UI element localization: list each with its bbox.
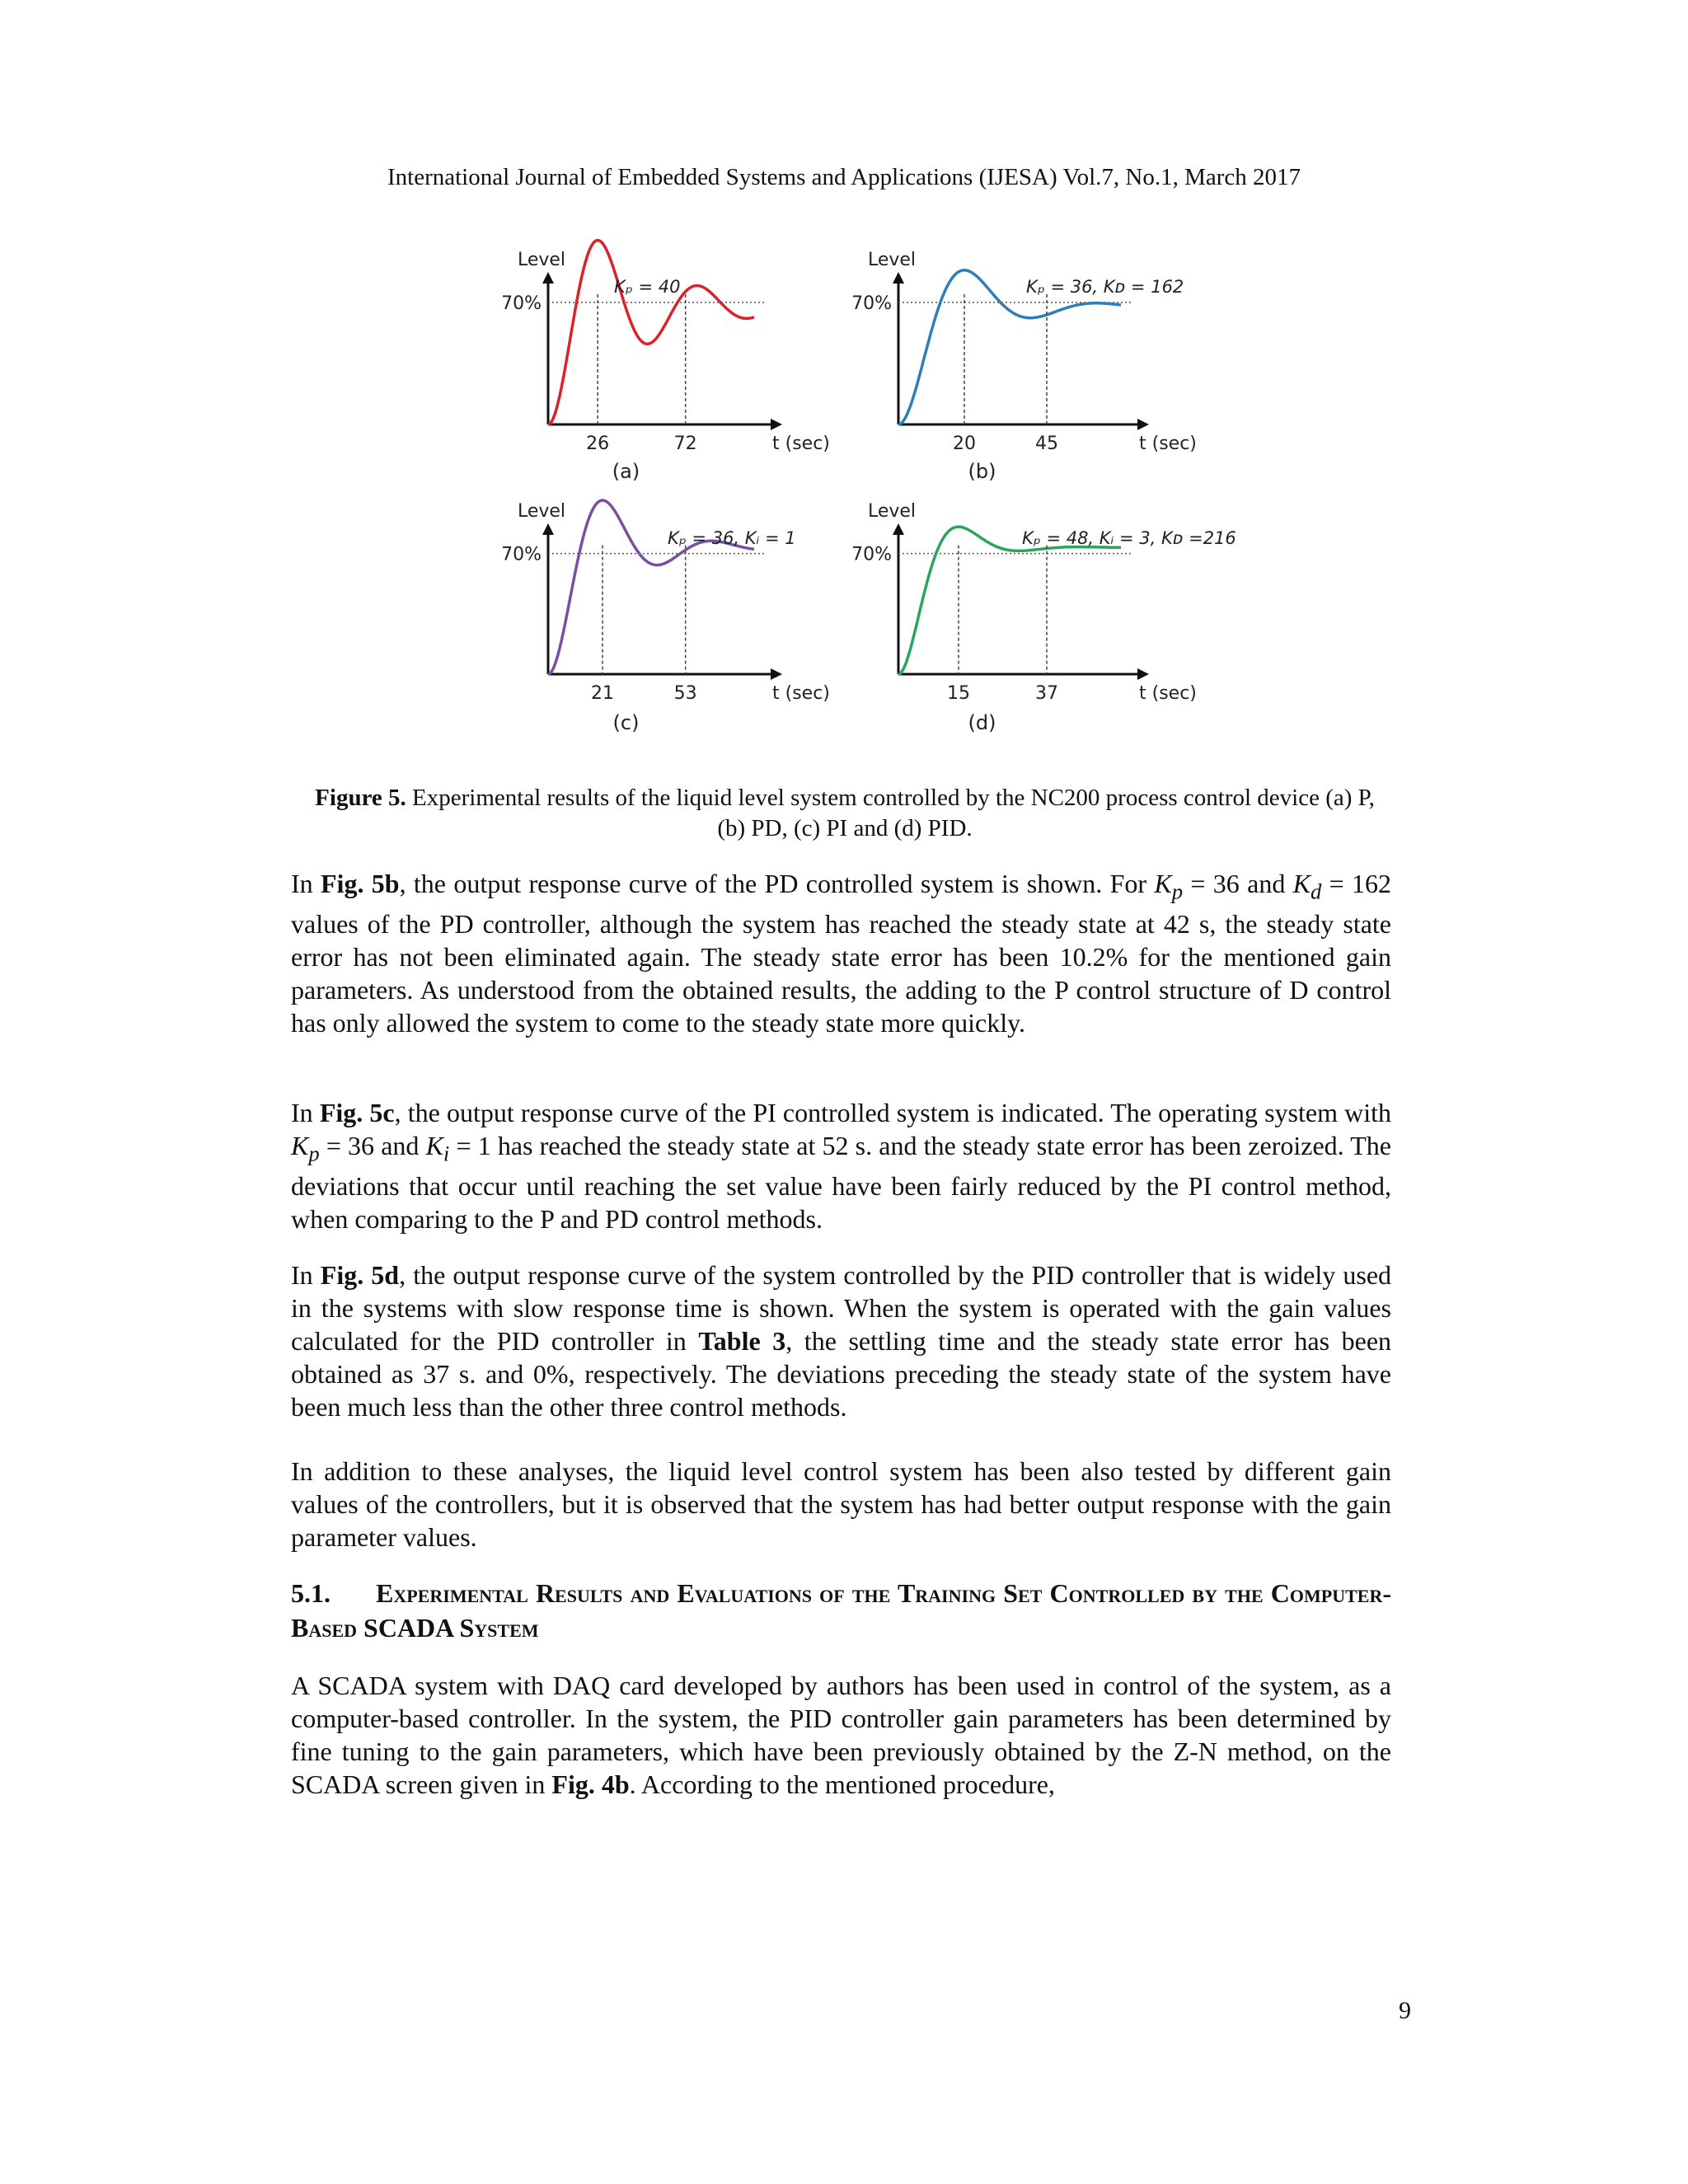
- fig-ref: Fig. 4b: [551, 1769, 630, 1799]
- x-axis-label: t (sec): [772, 683, 830, 704]
- fig-ref: Fig. 5c: [319, 1098, 395, 1127]
- text-run: , the output response curve of the system controlled by the PID controller that is widely used in the systems with slow response time is shown. When the system is operated with the gain values calculated for the PID controller in: [291, 1260, 1392, 1356]
- response-curve: [548, 241, 754, 424]
- fig-ref: Fig. 5d: [320, 1260, 400, 1290]
- fig-ref: Fig. 5b: [321, 869, 400, 898]
- y-axis-arrow: [893, 523, 904, 535]
- symbol-k: K: [1154, 869, 1172, 898]
- text-run: = 162 values of the PD controller, although the system has reached the steady state at 42 s, the steady state error has not been eliminated again. The steady state error has been 10.2% for the mentioned gain parameters. As understood from the obtained results, the adding to the P control structure of D control has only allowed the system to come to the steady state more quickly.: [291, 869, 1392, 1038]
- caption-label: Figure 5.: [315, 785, 406, 811]
- text-run: In: [291, 869, 321, 898]
- paragraph-fig5b: [291, 867, 1391, 1039]
- y-axis-arrow: [542, 523, 554, 535]
- table-ref: Table 3: [698, 1326, 786, 1356]
- text-run: = 36 and: [1183, 869, 1293, 898]
- y-axis-label: Level: [867, 501, 917, 522]
- x-tick-label: 45: [1035, 434, 1058, 454]
- symbol-sub: d: [1311, 879, 1322, 904]
- x-tick-label: 21: [591, 683, 615, 704]
- symbol-sub: p: [1171, 879, 1184, 904]
- figure-5: [462, 239, 1253, 766]
- panel-a: [501, 241, 830, 483]
- text-run: A SCADA system with DAQ card developed by authors has been used in control of the system, as a computer-based controller. In the system, the PID controller gain parameters has been determined by fine tuning to the gain parameters, which have been previously obtained by the Z-N method, on the SCADA screen given in: [291, 1671, 1391, 1799]
- setpoint-label: 70%: [501, 293, 542, 314]
- setpoint-label: 70%: [501, 544, 542, 565]
- x-axis-label: t (sec): [1139, 683, 1197, 704]
- symbol-sub: i: [443, 1141, 450, 1166]
- response-curve: [898, 527, 1121, 674]
- x-axis-arrow: [771, 668, 782, 680]
- gain-label: Kₚ = 36, Kᴅ = 162: [1026, 277, 1184, 297]
- y-axis-label: Level: [867, 250, 917, 270]
- x-axis-arrow: [771, 419, 782, 430]
- symbol-k: K: [291, 1131, 309, 1160]
- x-tick-label: 37: [1035, 683, 1058, 704]
- section-number: 5.1.: [291, 1578, 331, 1608]
- gain-label: Kₚ = 36, Kᵢ = 1: [668, 528, 796, 548]
- panel-d: [851, 501, 1236, 734]
- symbol-k: K: [425, 1131, 443, 1160]
- paragraph-fig5c: [291, 1096, 1391, 1235]
- panel-b: [851, 250, 1197, 483]
- running-header: International Journal of Embedded Systems and Applications (IJESA) Vol.7, No.1, March 2017: [387, 164, 1301, 190]
- x-axis-arrow: [1137, 668, 1149, 680]
- panel-label: (d): [968, 711, 996, 734]
- x-tick-label: 20: [953, 434, 976, 454]
- x-tick-label: 72: [673, 434, 697, 454]
- text-run: = 1 has reached the steady state at 52 s. and the steady state error has been zeroized. The deviations that occur until reaching the set value have been fairly reduced by the PI control method, when comparing to the P and PD control methods.: [291, 1131, 1392, 1235]
- page-number: 9: [1399, 1997, 1411, 2024]
- gain-label: Kₚ = 40: [614, 277, 681, 297]
- paragraph-scada: [291, 1669, 1391, 1801]
- text-run: = 36 and: [319, 1131, 426, 1160]
- panel-label: (c): [612, 711, 640, 734]
- gain-label: Kₚ = 48, Kᵢ = 3, Kᴅ =216: [1022, 528, 1236, 548]
- section-heading: [291, 1576, 1391, 1645]
- setpoint-label: 70%: [851, 293, 892, 314]
- x-axis-arrow: [1137, 419, 1149, 430]
- y-axis-label: Level: [517, 250, 566, 270]
- panel-label: (b): [968, 460, 996, 483]
- y-axis-arrow: [542, 272, 554, 284]
- y-axis-label: Level: [517, 501, 566, 522]
- text-run: , the settling time and the steady state error has been obtained as 37 s. and 0%, respectively. The deviations preceding the steady state of the system have been much less than the other three control methods.: [291, 1326, 1392, 1422]
- paragraph-additional-tests: In addition to these analyses, the liquid level control system has been also tested by different gain values of the controllers, but it is observed that the system has had better output response with the gain parameter values.: [291, 1456, 1391, 1552]
- x-tick-label: 26: [586, 434, 610, 454]
- text-run: In: [291, 1260, 321, 1290]
- text-run: In: [291, 1098, 320, 1127]
- text-run: . According to the mentioned procedure,: [629, 1769, 1055, 1799]
- panel-c: [501, 500, 830, 734]
- response-curve: [548, 500, 754, 674]
- figure-5-graphics: [462, 239, 1253, 766]
- text-run: , the output response curve of the PD controlled system is shown. For: [399, 869, 1155, 898]
- x-axis-label: t (sec): [1139, 434, 1197, 454]
- caption-text: Experimental results of the liquid level system controlled by the NC200 process control device (a) P, (b) PD, (c) PI and (d) PID.: [406, 785, 1375, 841]
- paragraph-fig5d: [291, 1258, 1391, 1423]
- figure-caption: [313, 783, 1376, 844]
- y-axis-arrow: [893, 272, 904, 284]
- symbol-k: K: [1292, 869, 1311, 898]
- x-axis-label: t (sec): [772, 434, 830, 454]
- text-run: , the output response curve of the PI controlled system is indicated. The operating system with: [394, 1098, 1392, 1127]
- setpoint-label: 70%: [851, 544, 892, 565]
- x-tick-label: 15: [946, 683, 970, 704]
- panel-label: (a): [612, 460, 640, 483]
- x-tick-label: 53: [673, 683, 697, 704]
- section-title: Experimental Results and Evaluations of the Training Set Controlled by the Computer-Based SCADA System: [291, 1578, 1391, 1643]
- symbol-sub: p: [308, 1141, 320, 1166]
